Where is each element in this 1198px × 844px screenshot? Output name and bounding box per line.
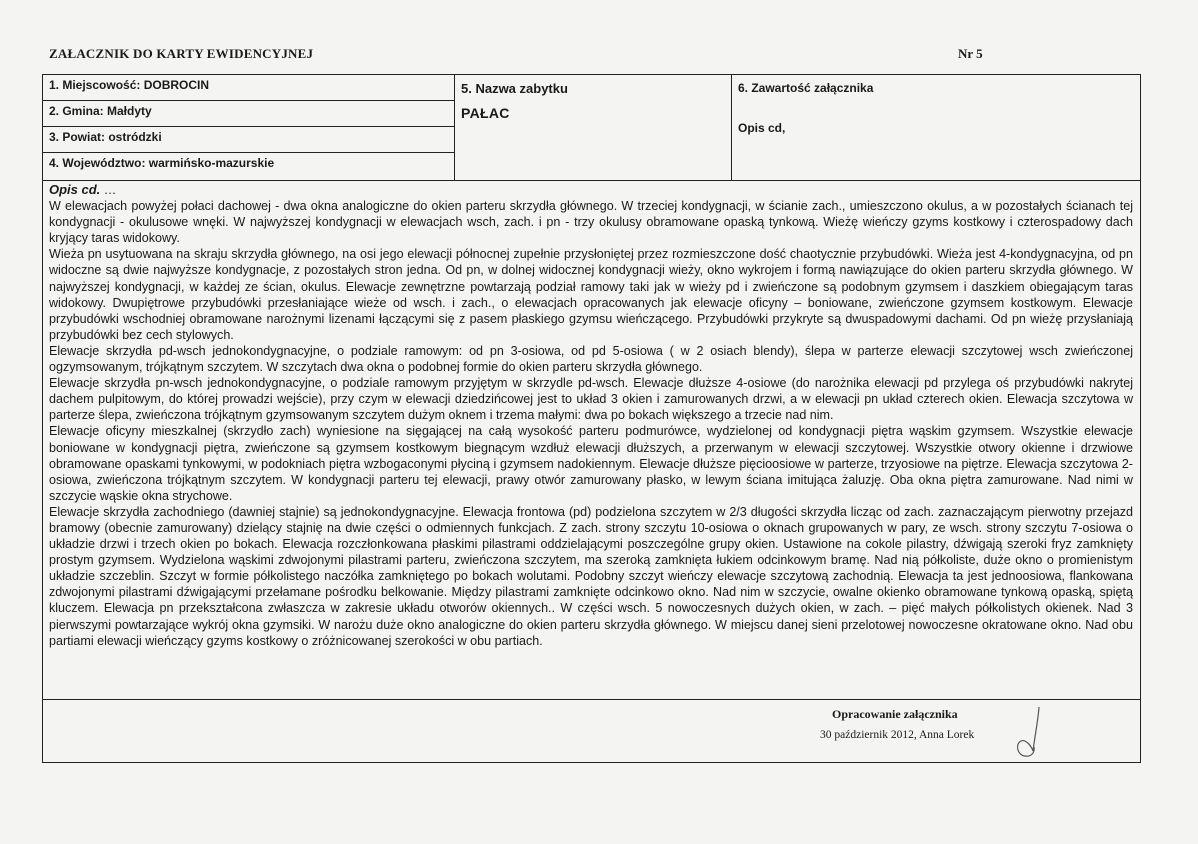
location-column	[43, 75, 455, 180]
prepared-label: Opracowanie załącznika	[832, 707, 958, 721]
footer-divider	[43, 699, 1140, 700]
paragraph: Elewacje skrzydła pn-wsch jednokondygnacyjne, o podziale ramowym przyjętym w skrzydle pd-wsch. Elewacje dłuższe 4-osiowe (do narożnika elewacji pd przylega oś przybudówki nakrytej dachem pulpitowym, do której prowadzi wejście), przy czym w elewacji dziedzińcowej jest to układ 3 okien i zamurowanych drzwi, a w elewacji pn układ czterech okien. Elewacja szczytowa w parterze ślepa, zwieńczona trójkątnym gzymsowanym szczytem dużym oknem i trzema małymi: dwa po bokach większego a trzecie nad nim.	[49, 376, 1133, 423]
nazwa-label: 5. Nazwa zabytku	[461, 81, 568, 96]
handwritten-signature	[1005, 701, 1065, 761]
paragraph: Elewacje skrzydła zachodniego (dawniej stajnie) są jednokondygnacyjne. Elewacja frontowa (pd) podzielona szczytem w 2/3 długości skrzydła licząc od zach. zaznaczającym pierwotny przejazd bramowy (obecnie zamurowany) dzielący stajnię na dwie części o odmiennych funkcjach. Z zach. strony szczytu 10-osiowa o oknach grupowanych w pary, ze wsch. strony szczytu 7-osiowa o układzie drzwi i trzech okien po bokach. Elewacja rozczłonkowana płaskimi pilastrami oddzielającymi poszczególne grupy okien. Ustawione na cokole pilastry, dźwigają szeroki fryz zamknięty prostym gzymsem. Wydzielona wąskimi zdwojonymi pilastrami parteru, zwieńczona szczytem, ma szeroką zamknięta łukiem odcinkowym bramę. Nad nią półkoliste, duże okno o promienistym układzie szczeblin. Szczyt w formie półkolistego naczółka zamkniętego po bokach wolutami. Podobny szczyt wieńczy elewacje szczytową zachodnią. Elewacja ta jest jednoosiowa, flankowana zdwojonymi pilastrami dźwigającymi przełamane pośrodku belkowanie. Między pilastrami zamknięte odcinkowo okno. Nad nim w szczycie, owalne okienko obramowane tynkową opaską, spiętą kluczem. Elewacja pn przekształcona zwłaszcza w zakresie układu otworów okiennych.. W części wsch. 5 nowoczesnych dużych okien, w zach. – pięć małych półkolistych okienek. Nad 3 pierwszymi powtarzające wykrój okna gzymsiki. W narożu duże okno analogiczne do okien parteru skrzydła głównego. W miejscu danej sieni przelotowej nowoczesne okratowane okno. Nad obu partiami elewacji wieńczący gzyms kostkowy o zróżnicowanej szerokości w obu partiach.	[49, 504, 1133, 648]
paragraph: W elewacjach powyżej połaci dachowej - dwa okna analogiczne do okien parteru skrzydła głównego. W trzeciej kondygnacji, w ścianie zach., umieszczono okulus, a w pozostałych ścianach tej kondygnacji - okulusowe wnęki. W najwyższej kondygnacji w elewacjach wsch, zach. i pn - trzy okulusy obramowane opaską tynkową. Wieżę wieńczy gzyms kostkowy i czterospadowy dach kryjący taras widokowy.	[49, 199, 1133, 246]
paragraph: Wieża pn usytuowana na skraju skrzydła głównego, na osi jego elewacji północnej zupełnie przysłoniętej przez rozmieszczone dość chaotycznie przybudówki. Wieża jest 4-kondygnacyjna, od pn widoczne są dwie najwyższe kondygnacje, z pozostałych stron jedna. Od pn, w dolnej widocznej kondygnacji wieży, okno wykrojem i formą nawiązujące do okien parteru skrzydła głównego. W najwyższej kondygnacji, w każdej ze ścian, okulus. Elewacje zewnętrzne powtarzają podział ramowy taki jak w wieży pd i zwieńczone są podobnym gzymsem i daszkiem obiegającym taras widokowy. Dwupiętrowe przybudówki przesłaniające wieże od wsch. i zach., o elewacjach opracowanych jak elewacje oficyny – boniowane, zwieńczone gzymsem kostkowym. Elewacje przybudówki wschodniej obramowane narożnymi lizenami łączącymi się z pasem płaskiego gzymsu wieńczącego. Przybudówki przykryte są dwuspadowymi dachami. Od pn wieżę przysłaniają przybudówki bez cech stylowych.	[49, 247, 1133, 342]
monument-name-column	[455, 75, 732, 180]
document-title: ZAŁACZNIK DO KARTY EWIDENCYJNEJ	[49, 46, 314, 61]
content-column	[732, 75, 1140, 180]
date-author: 30 październik 2012, Anna Lorek	[820, 729, 975, 741]
wojewodztwo-field: 4. Województwo: warmińsko-mazurskie	[49, 156, 275, 170]
nazwa-value: PAŁAC	[461, 105, 510, 121]
description-heading-line	[49, 182, 1133, 198]
description-heading: Opis cd.	[49, 182, 101, 197]
zawartosc-value: Opis cd,	[738, 121, 786, 135]
miejscowosc-field: 1. Miejscowość: DOBROCIN	[43, 75, 454, 101]
form-frame	[42, 74, 1141, 763]
paragraph: Elewacje skrzydła pd-wsch jednokondygnacyjne, o podziale ramowym: od pn 3-osiowa, od pd 5-osiowa ( w 2 osiach blendy), ślepa w parterze elewacji szczytowej wsch zwieńczonej ogzymsowanym, trójkątnym szczytem. W szczytach dwa okna o podobnej formie do okien parteru skrzydła głównego.	[49, 343, 1133, 375]
gmina-field: 2. Gmina: Małdyty	[43, 101, 454, 127]
powiat-field: 3. Powiat: ostródzki	[43, 127, 454, 153]
zawartosc-label: 6. Zawartość załącznika	[738, 81, 874, 95]
description-heading-suffix: …	[100, 183, 117, 197]
document-number: Nr 5	[958, 46, 983, 61]
description-body	[49, 182, 1133, 697]
info-row	[43, 75, 1140, 181]
paragraph: Elewacje oficyny mieszkalnej (skrzydło zach) wyniesione na sięgającej na całą wysokość parteru podmurówce, wydzielonej od kondygnacji piętra wąskim gzymsem. Wszystkie elewacje boniowane w kondygnacji piętra, zwieńczone są gzymsem kostkowym biegnącym wzdłuż elewacji dłuższych, a przerwanym w elewacji szczytowej. Wszystkie otwory okienne i drzwiowe obramowane opaskami tynkowymi, w podokniach piętra wzbogaconymi płyciną i gzymsem nadokiennym. Elewacje dłuższe pięcioosiowe w parterze, trzyosiowe na piętrze. Elewacja szczytowa 2-osiowa, zwieńczona trójkątnym szczytem. W kondygnacji parteru tej elewacji, prawy otwór zamurowany płasko, w lewym ściana imitująca żaluzję. Oba okna piętra zamurowane. Nad nimi w szczycie wąskie okna strychowe.	[49, 424, 1133, 503]
